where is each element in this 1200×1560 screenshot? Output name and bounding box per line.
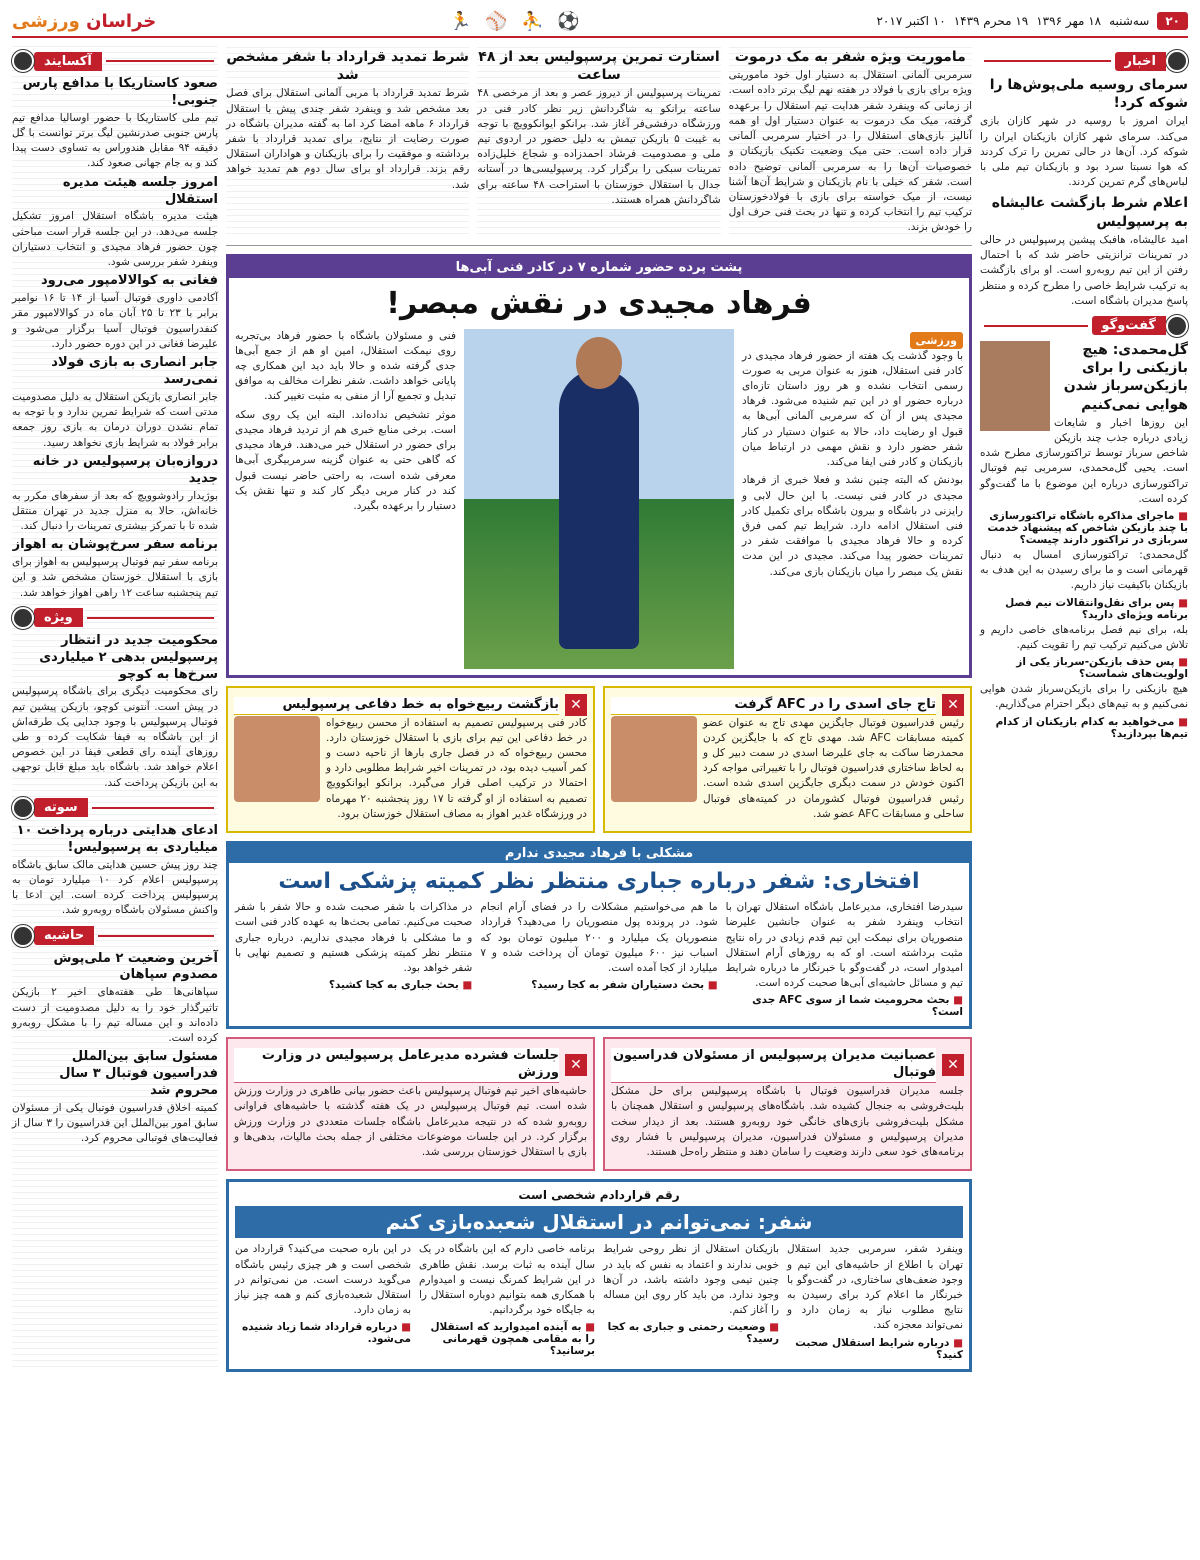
page-number: ۲۰: [1157, 12, 1188, 30]
perspolis-anger-box: ✕ عصبانیت مدیران پرسپولیس از مسئولان فدراسیون فوتبال جلسه مدیران فدراسیون فوتبال با باشگاه پرسپولیس برای حل مشکل بلیت‌فروشی به جنجال کشیده شد. باشگاه‌های پرسپولیس و استقلال همچنان با مشکل بلیت‌فروشی بازی‌های خانگی خود روبه‌رو هستند. بعد از دیدار سخت مدیران پرسپولیس و مسئولان فدراسیون، مدیران پرسپولیس با فشار روی برنامه‌های خود سعی دارند وضعیت را سامان دهند و منتظر راه‌حل هستند.: [603, 1037, 972, 1171]
feature-kicker: پشت پرده حضور شماره ۷ در کادر فنی آبی‌ها: [229, 257, 969, 278]
masthead: [12, 6, 1188, 38]
section-hashieh: حاشیه: [12, 925, 218, 947]
section-sooteh: سوته: [12, 797, 218, 819]
date-gregorian: ۱۰ اکتبر ۲۰۱۷: [876, 14, 946, 28]
question: ■ پس حذف بازیکن-سرباز یکی از اولویت‌های شماست؟: [980, 656, 1188, 680]
eftekhari-interview: مشکلی با فرهاد مجیدی ندارم افتخاری: شفر درباره جباری منتظر نظر کمیته پزشکی است سیدرضا افتخاری، مدیرعامل باشگاه استقلال تهران با انتخاب وینفرد شفر به عنوان جانشین علیرضا منصوریان برای نیمکت این تیم قدم زیادی در راه نتایج مثبت برداشته است. او که به روزهای آرام استقلال امیدوار است، در گفت‌وگو با خبرنگار ما درباره شرایط تیم و مسائل حاشیه‌ای آبی‌ها صحبت کرده است. ■ بحث محرومیت شما از سوی AFC جدی است؟ ما هم می‌خواستیم مشکلات را در فضای آرام انجام شود. در پرونده پول منصوریان را می‌دهید؟ قرارداد منصوریان یک میلیارد و ۲۰۰ میلیون تومان بود که اسباب نیز ۶۰۰ میلیون تومان آن پرداخت شده و ۷ میلیارد از کجا آمده است. ■ بحث دستیاران شفر به کجا رسید؟ در مذاکرات با شفر صحبت شده و حالا شفر با شفر صحبت می‌کنیم. تمامی بحث‌ها به عهده کادر فنی است و ما مشکلی با فرهاد مجیدی نداریم. درباره جباری منتظر نظر کمیته پزشکی هستیم و تصمیم نهایی با شفر خواهد بود. ■ بحث جباری به کجا کشید؟: [226, 841, 972, 1029]
ball-icon: [12, 797, 34, 819]
x-icon: ✕: [565, 1054, 587, 1076]
top-news: شرط تمدید قرارداد با شفر مشخص شد شرط تمدید قرارداد با مربی آلمانی استقلال برای فصل بعد مشخص شد و وینفرد شفر چندی پیش با استقلال قرارداد ۶ ماهه امضا کرد اما به گفته مدیران باشگاه در صورت رضایت از نتایج، برای تمدید قرارداد با شفر برداشته‌ و موفقیت را برای بازیکنان و هواداران استقلال رقم بزند. قرارداد او برای سال دوم هم تمدید خواهد شد.: [226, 44, 469, 239]
date-lunar: ۱۹ محرم ۱۴۳۹: [953, 14, 1029, 28]
date-solar: ۱۸ مهر ۱۳۹۶: [1036, 14, 1102, 28]
top-news: ماموریت ویژه شفر به مک درموت سرمربی آلمانی استقلال به دستیار اول خود ماموریتی ویژه برای بازی با فولاد در هفته نهم لیگ برتر داده است. از زمانی که وینفرد شفر هدایت تیم استقلال را برعهده گرفته، میک مک درموت به عنوان دستیار اول او همه آنالیز بازی‌های استقلال را در اختیار سرمربی آلمانی قرار داده است. حتی میک وضعیت تکنیک بازیکنان و خصوصیات آن‌ها را به سرمربی آلمانی توضیح داده است. شفر که خیلی با نام بازیکنان و شرایط آن‌ها آشنا نیست، از میک خواسته برای بازی با فولادخوزستان ترکیب تیم را انتخاب کرده و تنها در بحث فنی حرف اول را خودش بزند.: [729, 44, 972, 239]
varzeshi-logo: ورزشی: [910, 332, 963, 349]
feature-col: موثر تشخیص نداده‌اند. البته این یک روی سکه است. برخی منابع خبری هم از تردید فرهاد مجیدی برای حضور در استقلال خبر می‌دهند. فرهاد مجیدی که گاهی حتی به عنوان گزینه سرمربیگری آبی‌ها معرفی شده است، به راحتی حاضر نیست قبول کند در کنار مربی دیگر کار کند و تنها نقش یک دستیار را برعهده بگیرد.: [235, 408, 456, 512]
ball-icon: [12, 50, 34, 72]
ball-icon: [12, 925, 34, 947]
ball-icon: [12, 607, 34, 629]
day: سه‌شنبه: [1109, 14, 1150, 28]
schaefer-interview: رقم قراردادم شخصی است شفر: نمی‌توانم در استقلال شعبده‌بازی کنم وینفرد شفر، سرمربی جدید استقلال تهران با اطلاع از حاشیه‌های این تیم و وجود ضعف‌های ساختاری، در گفت‌وگو با خبرنگار ما اعلام کرد برای رسیدن به نتایج مطلوب نیاز به زمان دارد و نمی‌تواند معجزه کند. ■ درباره شرایط استقلال صحبت کنید؟ بازیکنان استقلال از نظر روحی شرایط خوبی ندارند و اعتماد به نفس که باید در چنین تیمی وجود داشته باشد، در آن‌ها وجود ندارد. من باید کار روی این مساله را آغاز کنم. ■ وضعیت رحمتی و جباری به کجا رسید؟ برنامه خاصی دارم که این باشگاه در یک سال آینده به ثبات برسد. نقش طاهری در این شرایط کمرنگ نیست و امیدوارم با همکاری همه بتوانیم دوباره استقلال را به جایگاه خود برگردانیم. ■ به آینده امیدوارید که استقلال را به مقامی همچون قهرمانی برسانید؟ در این باره صحبت می‌کنید؟ قرارداد من شخصی است و هر چیزی رئیس باشگاه می‌گوید درست است. من نمی‌توانم در استقلال شعبده‌بازی کنم و همه چیز نیاز به زمان دارد. ■ درباره قرارداد شما زیاد شنیده می‌شود.: [226, 1179, 972, 1371]
rabikhah-photo: [234, 716, 320, 802]
date-line: [876, 12, 1188, 30]
left-column: آکسایند صعود کاستاریکا با مدافع پارس جنوبی! تیم ملی کاستاریکا با حضور اوسالیا مدافع تیم پارس جنوبی صدرنشین لیگ برتر توانست با گل دقیقه ۹۴ مقابل هندوراس به تساوی دست پیدا کند و به جام جهانی صعود کند. امروز جلسه هیئت مدیره استقلال هیئت مدیره باشگاه استقلال امروز تشکیل جلسه می‌دهد. در این جلسه قرار است مباحثی چون حضور فرهاد مجیدی و انتخاب دستیاران وینفرد شفر بررسی شود. فغانی به کوالالامپور می‌رود آکادمی داوری فوتبال آسیا از ۱۴ تا ۱۶ نوامبر برابر با ۲۳ تا ۲۵ آبان ماه در کوالالامپور مقر کنفدراسیون فوتبال آسیا برگزار می‌شود و علیرضا فغانی در این دوره حضور دارد. جابر انصاری به بازی فولاد نمی‌رسد جابر انصاری بازیکن استقلال به دلیل مصدومیت مدتی است که شرایط تمرین ندارد و با توجه به تمام نشدن دوران درمان به بازی روز جمعه برابر فولاد به شرایط بازی نخواهد رسید. دروازه‌بان پرسپولیس در خانه جدید بوژیدار رادوشوویچ که بعد از سفرهای مکرر به خانه‌اش، حالا به منزل جدید در تهران منتقل شده تا با تمرکز بیشتری تمرینات را دنبال کند. برنامه سفر سرخ‌پوشان به اهواز برنامه سفر تیم فوتبال پرسپولیس به اهواز برای بازی با استقلال خوزستان مشخص شد و این تیم پنجشنبه ساعت ۱۲ راهی اهواز خواهد شد. ویژه محکومیت جدید در انتظار پرسپولیس بدهی ۲ میلیاردی سرخ‌ها به کوچو رای محکومیت دیگری برای باشگاه پرسپولیس در پیش است. آنتونی کوچو، بازیکن پیشین تیم فوتبال پرسپولیس با وجود جدایی یک طرفه‌اش از این باشگاه به فیفا شکایت کرده و طی روزهای آینده رای قطعی فیفا در این خصوص اعلام خواهد شد. باشگاه باید مبلغ قابل توجهی به این بازیکن پرداخت کند. سوته ادعای هدایتی درباره پرداخت ۱۰ میلیاردی به پرسپولیس! چند روز پیش حسین هدایتی مالک سابق باشگاه پرسپولیس اعلام کرد ۱۰ میلیارد تومان به پرسپولیس پرداخت کرده است. این ادعا با واکنش مسئولان باشگاه روبه‌رو شد. حاشیه آخرین وضعیت ۲ ملی‌پوش مصدوم سپاهان سپاهانی‌ها طی هفته‌های اخیر ۲ بازیکن تاثیرگذار خود را به دلیل مصدومیت از دست داده‌اند و این مساله تیم را با مشکل روبه‌رو کرده است. مسئول سابق بین‌الملل فدراسیون فوتبال ۳ سال محروم شد کمیته اخلاق فدراسیون فوتبال یکی از مسئولان سابق امور بین‌الملل این فدراسیون را ۳ سال از فعالیت‌های فوتبالی محروم کرد.: [12, 44, 218, 1372]
taj-afc-box: ✕ تاج جای اسدی را در AFC گرفت رئیس فدراسیون فوتبال جایگزین مهدی تاج به عنوان عضو کمیته مسابقات AFC شد. مهدی تاج که با جایگزین کردن محمدرضا ساکت به جای علیرضا اسدی در سمت دبیر کل و به لحاظ ساختاری فدراسیون فوتبال را با تغییراتی مواجه کرد اکنون خودش در سمت دیگری جایگزین اسدی شده است. رئیس فدراسیون فوتبال کشورمان در کمیته‌های فوتبال ساحلی و مسابقات AFC عضو شد.: [603, 686, 972, 834]
center-column: [226, 44, 972, 1372]
feature-col: بودنش که البته چنین نشد و فعلا خبری از فرهاد مجیدی در کادر فنی نیست. با این حال لابی و رایزنی در باشگاه و بیرون باشگاه برای تکمیل کادر فنی استقلال ادامه دارد. شرایط تیم کمی فرق کرده و حالا فرهاد مجیدی با موافقت شفر در تمرینات حضور پیدا می‌کند. مجیدی در این مدت نقش یک مبصر را میان بازیکنان بازی می‌کند.: [742, 474, 963, 578]
interview-text: این روزها اخبار و شایعات زیادی درباره جذب چند بازیکن شاخص سرباز توسط تراکتورسازی مطرح شده است. یحیی گل‌محمدی، سرمربی تیم فوتبال تراکتورسازی درباره این موضوع با ما گفت‌وگو کرده است.: [980, 416, 1188, 505]
section-akhbar: اخبار: [980, 50, 1188, 72]
right-column: اخبار سرمای روسیه ملی‌پوش‌ها را شوکه کرد! ایران امروز با روسیه در شهر کازان بازی می‌کند. سرمای شهر کازان بازیکنان ایران را شوکه کرد. آن‌ها در حالی تمرین را ترک کردند که هوا نسبتا سرد بود و بازیکنان تیم ملی با لباس‌های گرم تمرین کردند. اعلام شرط بازگشت عالیشاه به پرسپولیس امید عالیشاه، هافبک پیشین پرسپولیس در حالی در تمرینات ترانزیتی حاضر شد که با احتمال رفتن از این تیم روبه‌رو است. او برای بازگشت به ترکیب شرایط خاصی را مطرح کرده و منتظر پاسخ مدیران باشگاه است. گفت‌وگو گل‌محمدی: هیچ بازیکنی را برای بازیکن‌سرباز شدن هوایی نمی‌کنیم این روزها اخبار و شایعات زیادی درباره جذب چند بازیکن شاخص سرباز توسط تراکتورسازی مطرح شده است. یحیی گل‌محمدی، سرمربی تیم فوتبال تراکتورسازی درباره این موضوع با ما گفت‌وگو کرده است. ■ ماجرای مذاکره باشگاه تراکتورسازی با چند بازیکن شاخص که پیشنهاد خدمت سربازی در تراکتور دارند چیست؟ گل‌محمدی: تراکتورسازی امسال به دنبال قهرمانی است و ما برای رسیدن به این هدف به بازیکنان باکیفیت نیاز داریم. ■ پس برای نقل‌وانتقالات نیم فصل برنامه ویژه‌ای دارید؟ بله، برای نیم فصل برنامه‌های خاصی داریم و تلاش می‌کنیم ترکیب تیم را تقویت کنیم. ■ پس حذف بازیکن-سرباز یکی از اولویت‌های شماست؟ هیچ بازیکنی را برای بازیکن‌سرباز شدن هوایی نمی‌کنیم و به تیم‌های دیگر احترام می‌گذاریم. ■ می‌خواهید به کدام بازیکنان از کدام تیم‌ها بپردازید؟: [980, 44, 1188, 1372]
question: ■ پس برای نقل‌وانتقالات نیم فصل برنامه ویژه‌ای دارید؟: [980, 597, 1188, 621]
section-vijeh: ویژه: [12, 607, 218, 629]
taj-photo: [611, 716, 697, 802]
x-icon: ✕: [942, 694, 964, 716]
interview-title: گل‌محمدی: هیچ بازیکنی را برای بازیکن‌سرباز شدن هوایی نمی‌کنیم: [1063, 341, 1188, 413]
top-news-row: [226, 44, 972, 246]
interview-title: افتخاری: شفر درباره جباری منتظر نظر کمیته پزشکی است: [278, 869, 920, 895]
rabikhah-box: ✕ بازگشت ربیع‌خواه به خط دفاعی پرسپولیس کادر فنی پرسپولیس تصمیم به استفاده از محسن ربیع‌خواه در خط دفاعی این تیم برای بازی با استقلال خوزستان دارد. محسن ربیع‌خواه که در فصل جاری بارها از ناحیه دست و کمر آسیب دیده بود، در تمرینات اخیر شرایط مطلوبی دارد و احتمالا در ترکیب اصلی قرار می‌گیرد. برانکو ایوانکوویچ تصمیم به استفاده از او گرفته تا ۱۷ روز پنجشنبه ۲۰ مهرماه در ورزشگاه غدیر اهواز به مصاف استقلال خوزستان برود.: [226, 686, 595, 834]
feature-col: فنی و مسئولان باشگاه با حضور فرهاد بی‌تجربه روی نیمکت استقلال، امین او هم از جمع آبی‌ها جدی گرفته شده و حالا باید دید این همکاری چه پایانی خواهد داشت. شفر نظرات مخالف به موافق تبدیل و تجمیع آرا از منفی به مثبت تغییر کند.: [235, 329, 456, 403]
feature-col: با وجود گذشت یک هفته از حضور فرهاد مجیدی در کادر فنی استقلال، هنوز به عنوان مربی به صورت رسمی انتخاب نشده و هر روز داستان تازه‌ای درباره حضور او در این تیم شنیده می‌شود. فرهاد مجیدی پس از آن که سرمربی آلمانی آبی‌ها به قبول او رضایت داد، حالا به عنوان دستیار در کنار شفر حضور دارد و نقش مهمی در ارتباط میان بازیکنان و کادر فنی ایفا می‌کند.: [742, 349, 963, 469]
section-goftogoo: گفت‌وگو: [980, 315, 1188, 337]
question: ■ می‌خواهید به کدام بازیکنان از کدام تیم‌ها بپردازید؟: [980, 716, 1188, 740]
ball-icon: [1166, 50, 1188, 72]
ministry-meeting-box: ✕ جلسات فشرده مدیرعامل پرسپولیس در وزارت ورزش حاشیه‌های اخیر تیم فوتبال پرسپولیس باعث حضور بیانی طاهری در وزارت ورزش شده است. تیم فوتبال پرسپولیس در یک هفته گذشته با حاشیه‌های فراوانی روبه‌رو شده که در نتیجه مدیرعامل باشگاه جلسات متعددی در وزارت ورزش برگزار کرد. در این جلسات موضوعات مختلفی از جمله بحث مالیات، بدهی‌ها و بازی با استقلال خوزستان بررسی شد.: [226, 1037, 595, 1171]
top-news: استارت تمرین پرسپولیس بعد از ۴۸ ساعت تمرینات پرسپولیس از دیروز عصر و بعد از مرخصی ۴۸ ساعته برانکو به شاگردانش زیر نظر کادر فنی در ورزشگاه درفشی‌فر آغاز شد. برانکو ایوانکوویچ با توجه به غیبت ۵ بازیکن تیمش به دلیل حضور در اردوی تیم ملی و مصدومیت فرشاد احمدزاده و شجاع خلیل‌زاده تمرینات سبکی را برگزار کرد. پرسپولیسی‌ها در آستانه جدال با استقلال خوزستان با استراحت ۴۸ ساعته برای شاگردانش همراه هستند.: [477, 44, 720, 239]
sports-icons: ⚽ ⛹ ⚾ 🏃: [448, 10, 584, 32]
golmohammadi-photo: [980, 341, 1050, 431]
x-icon: ✕: [942, 1054, 964, 1076]
section-asnad: آکسایند: [12, 50, 218, 72]
news-title: اعلام شرط بازگشت عالیشاه به پرسپولیس: [991, 195, 1188, 230]
ball-icon: [1166, 315, 1188, 337]
x-icon: ✕: [565, 694, 587, 716]
schaefer-title: شفر: نمی‌توانم در استقلال شعبده‌بازی کنم: [235, 1206, 963, 1238]
logo: خراسان ورزشی: [12, 10, 157, 32]
feature-title: فرهاد مجیدی در نقش مبصر!: [386, 285, 812, 321]
news-title: سرمای روسیه ملی‌پوش‌ها را شوکه کرد!: [989, 77, 1188, 112]
feature-majidi: [226, 254, 972, 678]
news-text: امید عالیشاه، هافبک پیشین پرسپولیس در حالی در تمرینات ترانزیتی حاضر شد که با احتمال رفتن از این تیم روبه‌رو است. او برای بازگشت به ترکیب شرایط خاصی را مطرح کرده و منتظر پاسخ مدیران باشگاه است.: [980, 233, 1188, 307]
question: ■ ماجرای مذاکره باشگاه تراکتورسازی با چند بازیکن شاخص که پیشنهاد خدمت سربازی در تراکتور دارند چیست؟: [980, 510, 1188, 546]
majidi-photo: [464, 329, 734, 669]
news-text: ایران امروز با روسیه در شهر کازان بازی می‌کند. سرمای شهر کازان بازیکنان ایران را شوکه کرد. آن‌ها در حالی تمرین را ترک کردند که هوا نسبتا سرد بود و بازیکنان تیم ملی با لباس‌های گرم تمرین کردند.: [980, 115, 1188, 189]
